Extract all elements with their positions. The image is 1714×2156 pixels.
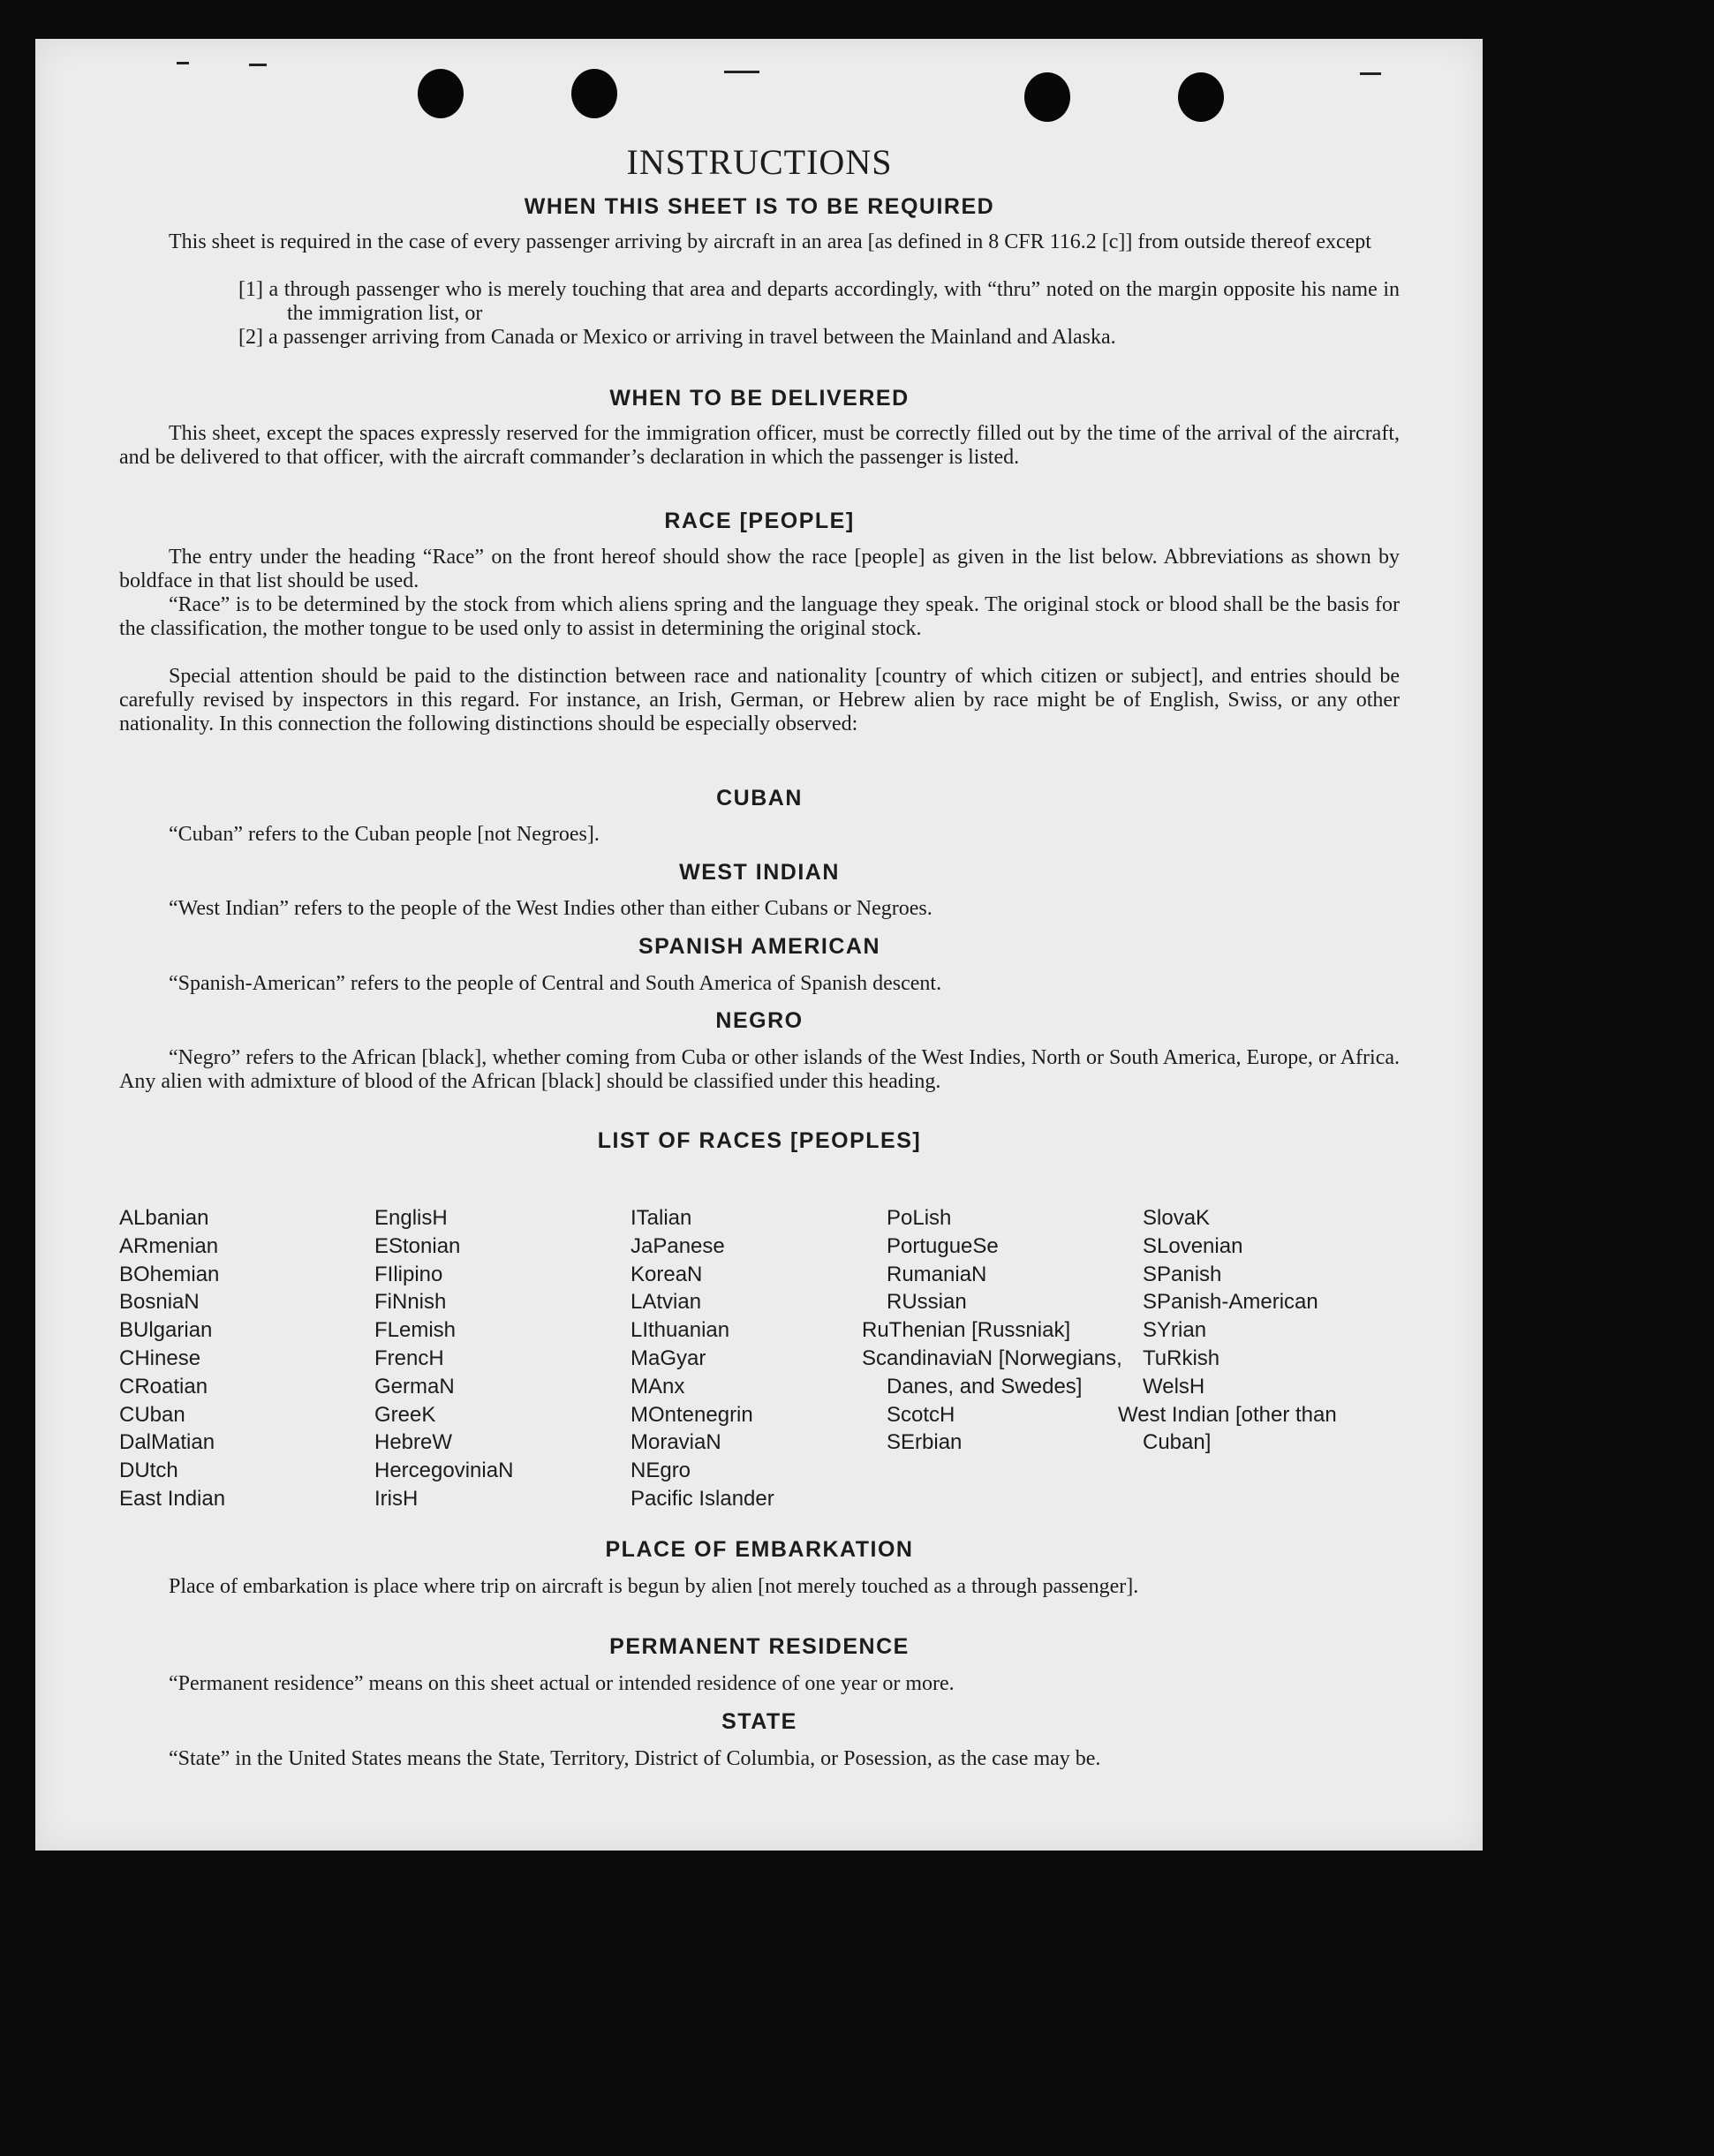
heading-required: WHEN THIS SHEET IS TO BE REQUIRED [524,194,995,219]
race-entry: JaPanese [630,1233,725,1258]
punch-hole [418,69,464,118]
residence-text: “Permanent residence” means on this sheet actual or intended residence of one year or more. [169,1672,955,1695]
heading-cuban: CUBAN [716,786,803,810]
race-paragraph-2: “Race” is to be determined by the stock from which aliens spring and the language they speak. The original stock or blood shall be the basis for the classification, the mother tongue to be used only to assist in determining the original stock. [119,593,1400,640]
race-entry: MaGyar [630,1346,706,1370]
race-entry: MOntenegrin [630,1402,753,1427]
race-entry: ALbanian [119,1206,209,1230]
race-entry: DalMatian [119,1430,215,1455]
embarkation-text: Place of embarkation is place where trip on aircraft is begun by alien [not merely touched as a through passenger]. [169,1575,1139,1598]
race-entry: FLemish [374,1318,457,1343]
race-entry: HebreW [374,1430,453,1455]
race-entry: SErbian [887,1430,963,1455]
race-entry: EStonian [374,1233,461,1258]
cuban-text: “Cuban” refers to the Cuban people [not Negroes]. [169,823,600,846]
race-entry: LIthuanian [630,1318,730,1343]
race-entry: LAtvian [630,1290,702,1315]
race-entry: BosniaN [119,1290,200,1315]
state-text: “State” in the United States means the State, Territory, District of Columbia, or Posession, as the case may be. [169,1747,1101,1770]
race-entry: TuRkish [1143,1346,1220,1370]
race-entry: RumaniaN [887,1262,987,1286]
race-entry: CRoatian [119,1374,208,1398]
race-entry: CHinese [119,1346,201,1370]
race-entry: ScandinaviaN [Norwegians, Danes, and Swedes] [862,1346,1122,1398]
races-list [119,1204,1400,1513]
race-entry: WelsH [1143,1374,1205,1398]
document-page [35,39,1483,1851]
page-title: INSTRUCTIONS [626,142,893,182]
paper-mark [1360,72,1381,75]
race-entry: BOhemian [119,1262,220,1286]
race-entry: FiNnish [374,1290,447,1315]
negro-text: “Negro” refers to the African [black], whether coming from Cuba or other islands of the West Indies, North or South America, Europe, or Africa. Any alien with admixture of blood of the African [black] should be classified under this heading. [119,1046,1400,1093]
races-column [862,1204,1143,1513]
race-entry: ITalian [630,1206,692,1230]
race-entry: East Indian [119,1486,226,1511]
race-entry: MoraviaN [630,1430,721,1455]
paper-mark [177,62,189,64]
race-entry: PoLish [887,1206,952,1230]
required-item-2: [2] a passenger arriving from Canada or Mexico or arriving in travel between the Mainland and Alaska. [238,326,1116,349]
race-paragraph-1: The entry under the heading “Race” on the front hereof should show the race [people] as given in the list below. Abbreviations as shown by boldface in that list should be used. [119,546,1400,592]
race-entry: IrisH [374,1486,419,1511]
race-entry: PortugueSe [887,1233,999,1258]
heading-negro: NEGRO [715,1008,804,1033]
required-text: This sheet is required in the case of every passenger arriving by aircraft in an area [as defined in 8 CFR 116.2 [c]] from outside thereof except [169,230,1371,253]
race-paragraph-3: Special attention should be paid to the distinction between race and nationality [country of which citizen or subject], and entries should be carefully revised by inspectors in this regard. For instance, an Irish, German, or Hebrew alien by race might be of English, Swiss, or any other nationality. In this connection the following distinctions should be especially observed: [119,665,1400,735]
heading-state: STATE [721,1709,797,1734]
spanish-american-text: “Spanish-American” refers to the people of Central and South America of Spanish descent. [169,972,942,995]
heading-race: RACE [PEOPLE] [664,509,855,533]
heading-residence: PERMANENT RESIDENCE [609,1634,910,1659]
race-entry: MAnx [630,1374,685,1398]
race-entry: ScotcH [887,1402,955,1427]
delivered-text: This sheet, except the spaces expressly reserved for the immigration officer, must be correctly filled out by the time of the arrival of the aircraft, and be delivered to that officer, with the aircraft commander’s declaration in which the passenger is listed. [119,422,1400,469]
race-entry: SLovenian [1143,1233,1243,1258]
required-item-1: [1] a through passenger who is merely touching that area and departs accordingly, with “thru” noted on the margin opposite his name in the immigration list, or [238,278,1400,325]
race-entry: SPanish-American [1143,1290,1318,1315]
heading-delivered: WHEN TO BE DELIVERED [609,386,910,411]
races-column [1118,1204,1399,1513]
heading-spanish-american: SPANISH AMERICAN [638,934,880,959]
race-entry: SYrian [1143,1318,1207,1343]
race-entry: SPanish [1143,1262,1222,1286]
race-entry: FrencH [374,1346,444,1370]
races-column [630,1204,887,1513]
heading-list-of-races: LIST OF RACES [PEOPLES] [597,1128,922,1153]
races-column [119,1204,374,1513]
race-entry: KoreaN [630,1262,703,1286]
race-entry: NEgro [630,1459,691,1483]
punch-hole [571,69,617,118]
race-entry: GreeK [374,1402,436,1427]
paper-mark [249,64,267,66]
race-entry: RuThenian [Russniak] [862,1318,1071,1343]
races-column [374,1204,630,1513]
race-entry: West Indian [other than Cuban] [1118,1402,1337,1455]
race-entry: RUssian [887,1290,967,1315]
punch-hole [1178,72,1224,122]
race-entry: Pacific Islander [630,1486,774,1511]
race-entry: GermaN [374,1374,455,1398]
paper-mark [724,71,759,73]
race-entry: HercegoviniaN [374,1459,514,1483]
heading-embarkation: PLACE OF EMBARKATION [605,1537,914,1562]
heading-west-indian: WEST INDIAN [679,860,840,885]
west-indian-text: “West Indian” refers to the people of the West Indies other than either Cubans or Negroes. [169,897,933,920]
punch-hole [1024,72,1070,122]
race-entry: BUlgarian [119,1318,213,1343]
race-entry: ARmenian [119,1233,219,1258]
race-entry: SlovaK [1143,1206,1211,1230]
race-entry: CUban [119,1402,185,1427]
race-entry: EnglisH [374,1206,448,1230]
race-entry: FIlipino [374,1262,443,1286]
race-entry: DUtch [119,1459,178,1483]
